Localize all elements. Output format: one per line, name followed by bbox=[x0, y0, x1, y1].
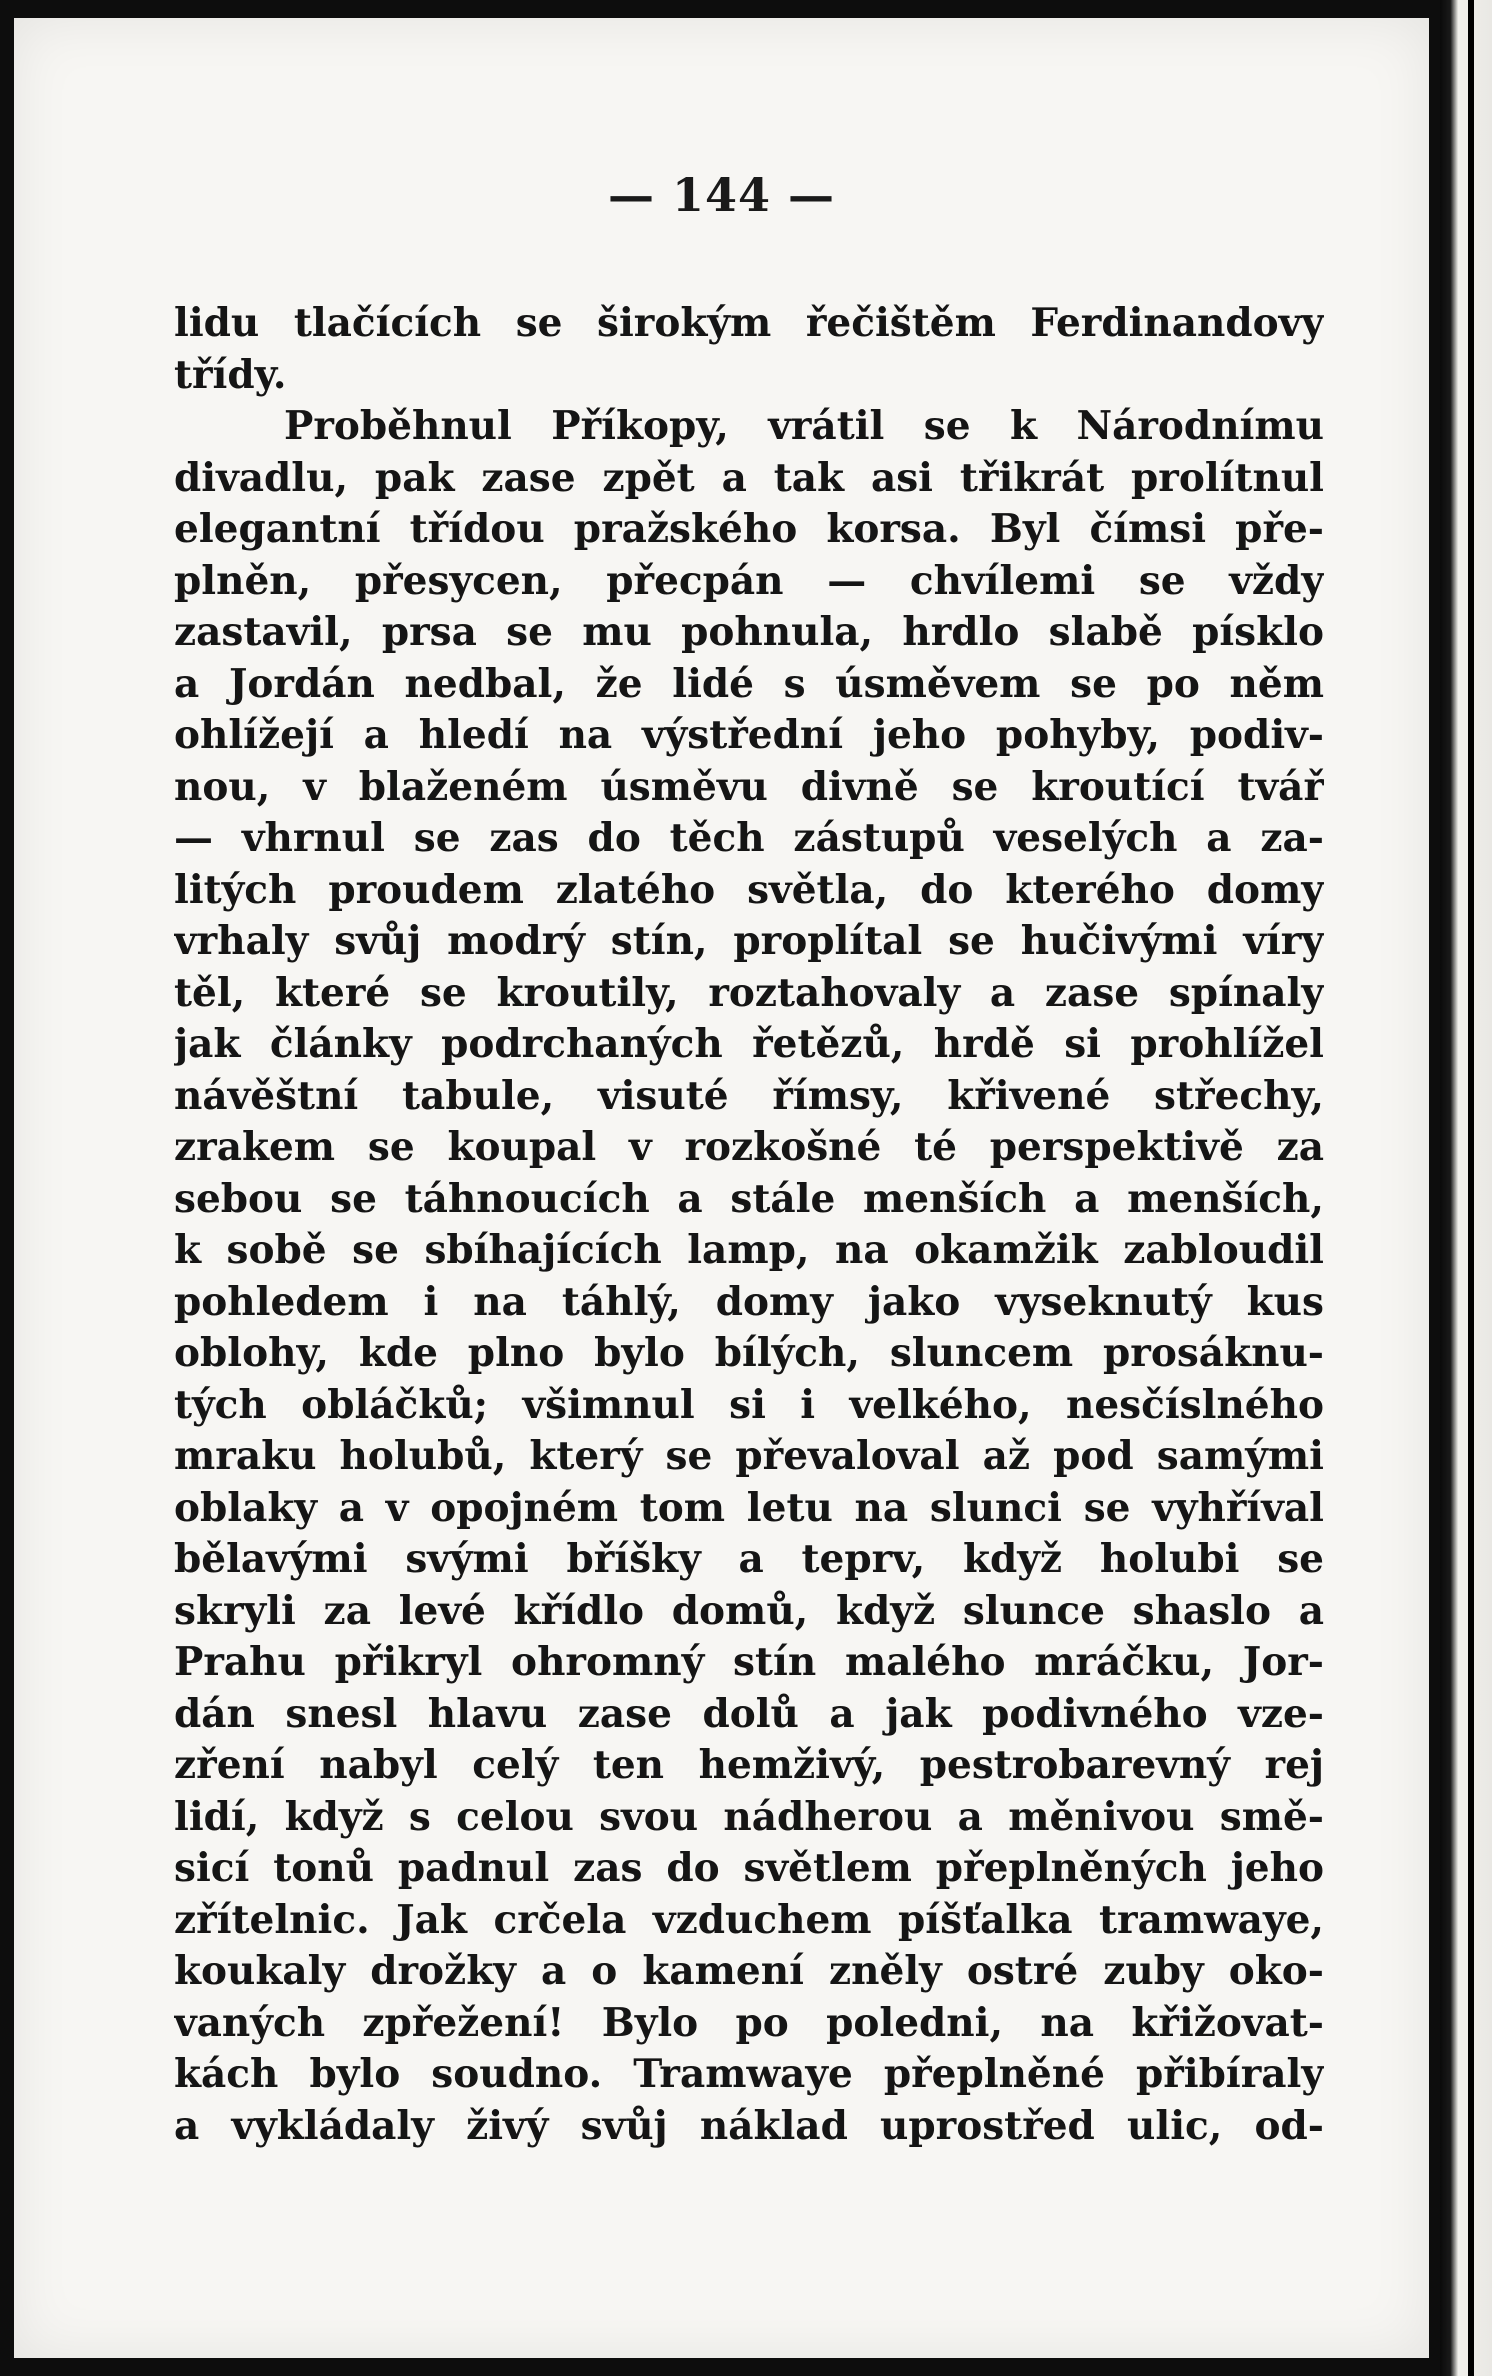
text-line-9: ohlížejí a hledí na výstřední jeho pohyby, podiv- bbox=[174, 712, 1324, 758]
text-line-20: pohledem i na táhlý, domy jako vyseknutý kus bbox=[174, 1278, 1324, 1325]
text-line-2: třídy. bbox=[174, 351, 287, 398]
text-line-34: vaných zpřežení! Bylo po poledni, na křižovat- bbox=[174, 1999, 1324, 2046]
text-line-3: Proběhnul Příkopy, vrátil se k Národnímu bbox=[284, 403, 1324, 449]
text-line-24: oblaky a v opojném tom letu na slunci se vyhříval bbox=[174, 1484, 1324, 1531]
text-line-17: zrakem se koupal v rozkošné té perspektivě za bbox=[174, 1124, 1324, 1170]
text-line-7: zastavil, prsa se mu pohnula, hrdlo slabě písklo bbox=[174, 609, 1324, 655]
text-line-5: elegantní třídou pražského korsa. Byl čímsi pře- bbox=[174, 506, 1324, 552]
text-line-19: k sobě se sbíhajících lamp, na okamžik zabloudil bbox=[174, 1227, 1324, 1273]
book-gutter-edge bbox=[1440, 0, 1492, 2376]
body-text bbox=[174, 298, 1324, 2152]
text-line-27: Prahu přikryl ohromný stín malého mráčku, Jor- bbox=[174, 1639, 1324, 1685]
text-line-16: návěštní tabule, visuté římsy, křivené střechy, bbox=[174, 1072, 1324, 1119]
text-line-25: bělavými svými bříšky a teprv, když holubi se bbox=[174, 1536, 1324, 1582]
text-line-18: sebou se táhnoucích a stále menších a menších, bbox=[174, 1175, 1324, 1222]
text-line-35: kách bylo soudno. Tramwaye přeplněné přibíraly bbox=[174, 2051, 1324, 2097]
text-line-14: těl, které se kroutily, roztahovaly a zase spínaly bbox=[174, 969, 1324, 1016]
text-line-32: zřítelnic. Jak crčela vzduchem píšťalka tramwaye, bbox=[174, 1896, 1324, 1943]
text-line-12: litých proudem zlatého světla, do kterého domy bbox=[174, 866, 1324, 913]
text-line-30: lidí, když s celou svou nádherou a měnivou smě- bbox=[174, 1793, 1324, 1840]
text-line-23: mraku holubů, který se převaloval až pod samými bbox=[174, 1433, 1324, 1479]
text-line-26: skryli za levé křídlo domů, když slunce shaslo a bbox=[174, 1587, 1324, 1634]
text-line-31: sicí tonů padnul zas do světlem přeplněných jeho bbox=[174, 1845, 1324, 1891]
text-line-15: jak články podrchaných řetězů, hrdě si prohlížel bbox=[174, 1021, 1324, 1067]
text-line-33: koukaly drožky a o kamení zněly ostré zuby oko- bbox=[174, 1948, 1324, 1994]
text-line-36: a vykládaly živý svůj náklad uprostřed ulic, od- bbox=[174, 2102, 1324, 2149]
page-edge-shadow bbox=[1468, 0, 1474, 2376]
text-line-6: plněn, přesycen, přecpán — chvílemi se vždy bbox=[174, 557, 1324, 604]
text-line-28: dán snesl hlavu zase dolů a jak podivného vze- bbox=[174, 1690, 1324, 1737]
page-number: — 144 — bbox=[607, 168, 836, 222]
text-line-4: divadlu, pak zase zpět a tak asi třikrát prolítnul bbox=[174, 454, 1324, 501]
text-line-1: lidu tlačících se širokým řečištěm Ferdinandovy bbox=[174, 300, 1324, 346]
text-line-13: vrhaly svůj modrý stín, proplítal se hučivými víry bbox=[174, 918, 1324, 964]
text-line-21: oblohy, kde plno bylo bílých, sluncem prosáknu- bbox=[174, 1330, 1324, 1376]
paper-sheet bbox=[14, 18, 1429, 2358]
text-line-29: zření nabyl celý ten hemživý, pestrobarevný rej bbox=[174, 1742, 1324, 1788]
text-line-11: — vhrnul se zas do těch zástupů veselých a za- bbox=[174, 815, 1324, 861]
text-line-22: tých obláčků; všimnul si i velkého, nesčíslného bbox=[174, 1381, 1324, 1428]
text-line-10: nou, v blaženém úsměvu divně se kroutící tvář bbox=[174, 763, 1324, 810]
text-line-8: a Jordán nedbal, že lidé s úsměvem se po něm bbox=[174, 660, 1324, 707]
